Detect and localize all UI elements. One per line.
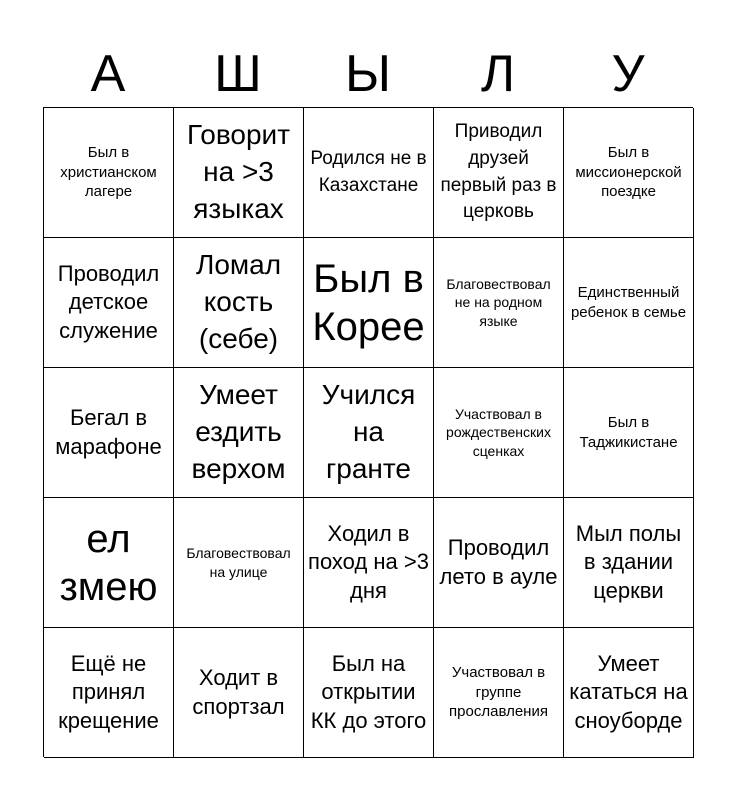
bingo-cell[interactable]: Участвовал в рождественских сценках [434,368,564,498]
bingo-cell[interactable]: Бегал в марафоне [44,368,174,498]
bingo-header [43,40,693,108]
bingo-cell[interactable]: Ходил в поход на >3 дня [304,498,434,628]
bingo-cell[interactable]: Говорит на >3 языках [174,108,304,238]
bingo-cell[interactable]: Ломал кость (себе) [174,238,304,368]
header-letter-sh: Ш [214,45,262,103]
bingo-grid [43,107,693,757]
header-letter-y: Ы [344,45,392,103]
bingo-cell[interactable]: Благовествовал на улице [174,498,304,628]
bingo-cell[interactable]: Приводил друзей первый раз в церковь [434,108,564,238]
bingo-cell[interactable]: Учился на гранте [304,368,434,498]
bingo-cell[interactable]: ел змею [44,498,174,628]
header-letter-a: А [90,45,126,103]
bingo-cell[interactable]: Умеет кататься на сноуборде [564,628,694,758]
bingo-cell[interactable]: Ходит в спортзал [174,628,304,758]
bingo-cell[interactable]: Ещё не принял крещение [44,628,174,758]
bingo-cell[interactable]: Благовествовал не на родном языке [434,238,564,368]
bingo-cell[interactable]: Был на открытии КК до этого [304,628,434,758]
bingo-cell[interactable]: Проводил лето в ауле [434,498,564,628]
bingo-cell[interactable]: Был в Таджикистане [564,368,694,498]
bingo-cell[interactable]: Проводил детское служение [44,238,174,368]
header-letter-u: У [611,45,645,103]
bingo-cell[interactable]: Был в Корее [304,238,434,368]
bingo-cell[interactable]: Родился не в Казахстане [304,108,434,238]
bingo-cell[interactable]: Участвовал в группе прославления [434,628,564,758]
bingo-cell[interactable]: Был в христианском лагере [44,108,174,238]
bingo-cell[interactable]: Был в миссионерской поездке [564,108,694,238]
header-letter-l: Л [480,45,516,103]
bingo-cell[interactable]: Единственный ребенок в семье [564,238,694,368]
bingo-cell[interactable]: Умеет ездить верхом [174,368,304,498]
bingo-cell[interactable]: Мыл полы в здании церкви [564,498,694,628]
